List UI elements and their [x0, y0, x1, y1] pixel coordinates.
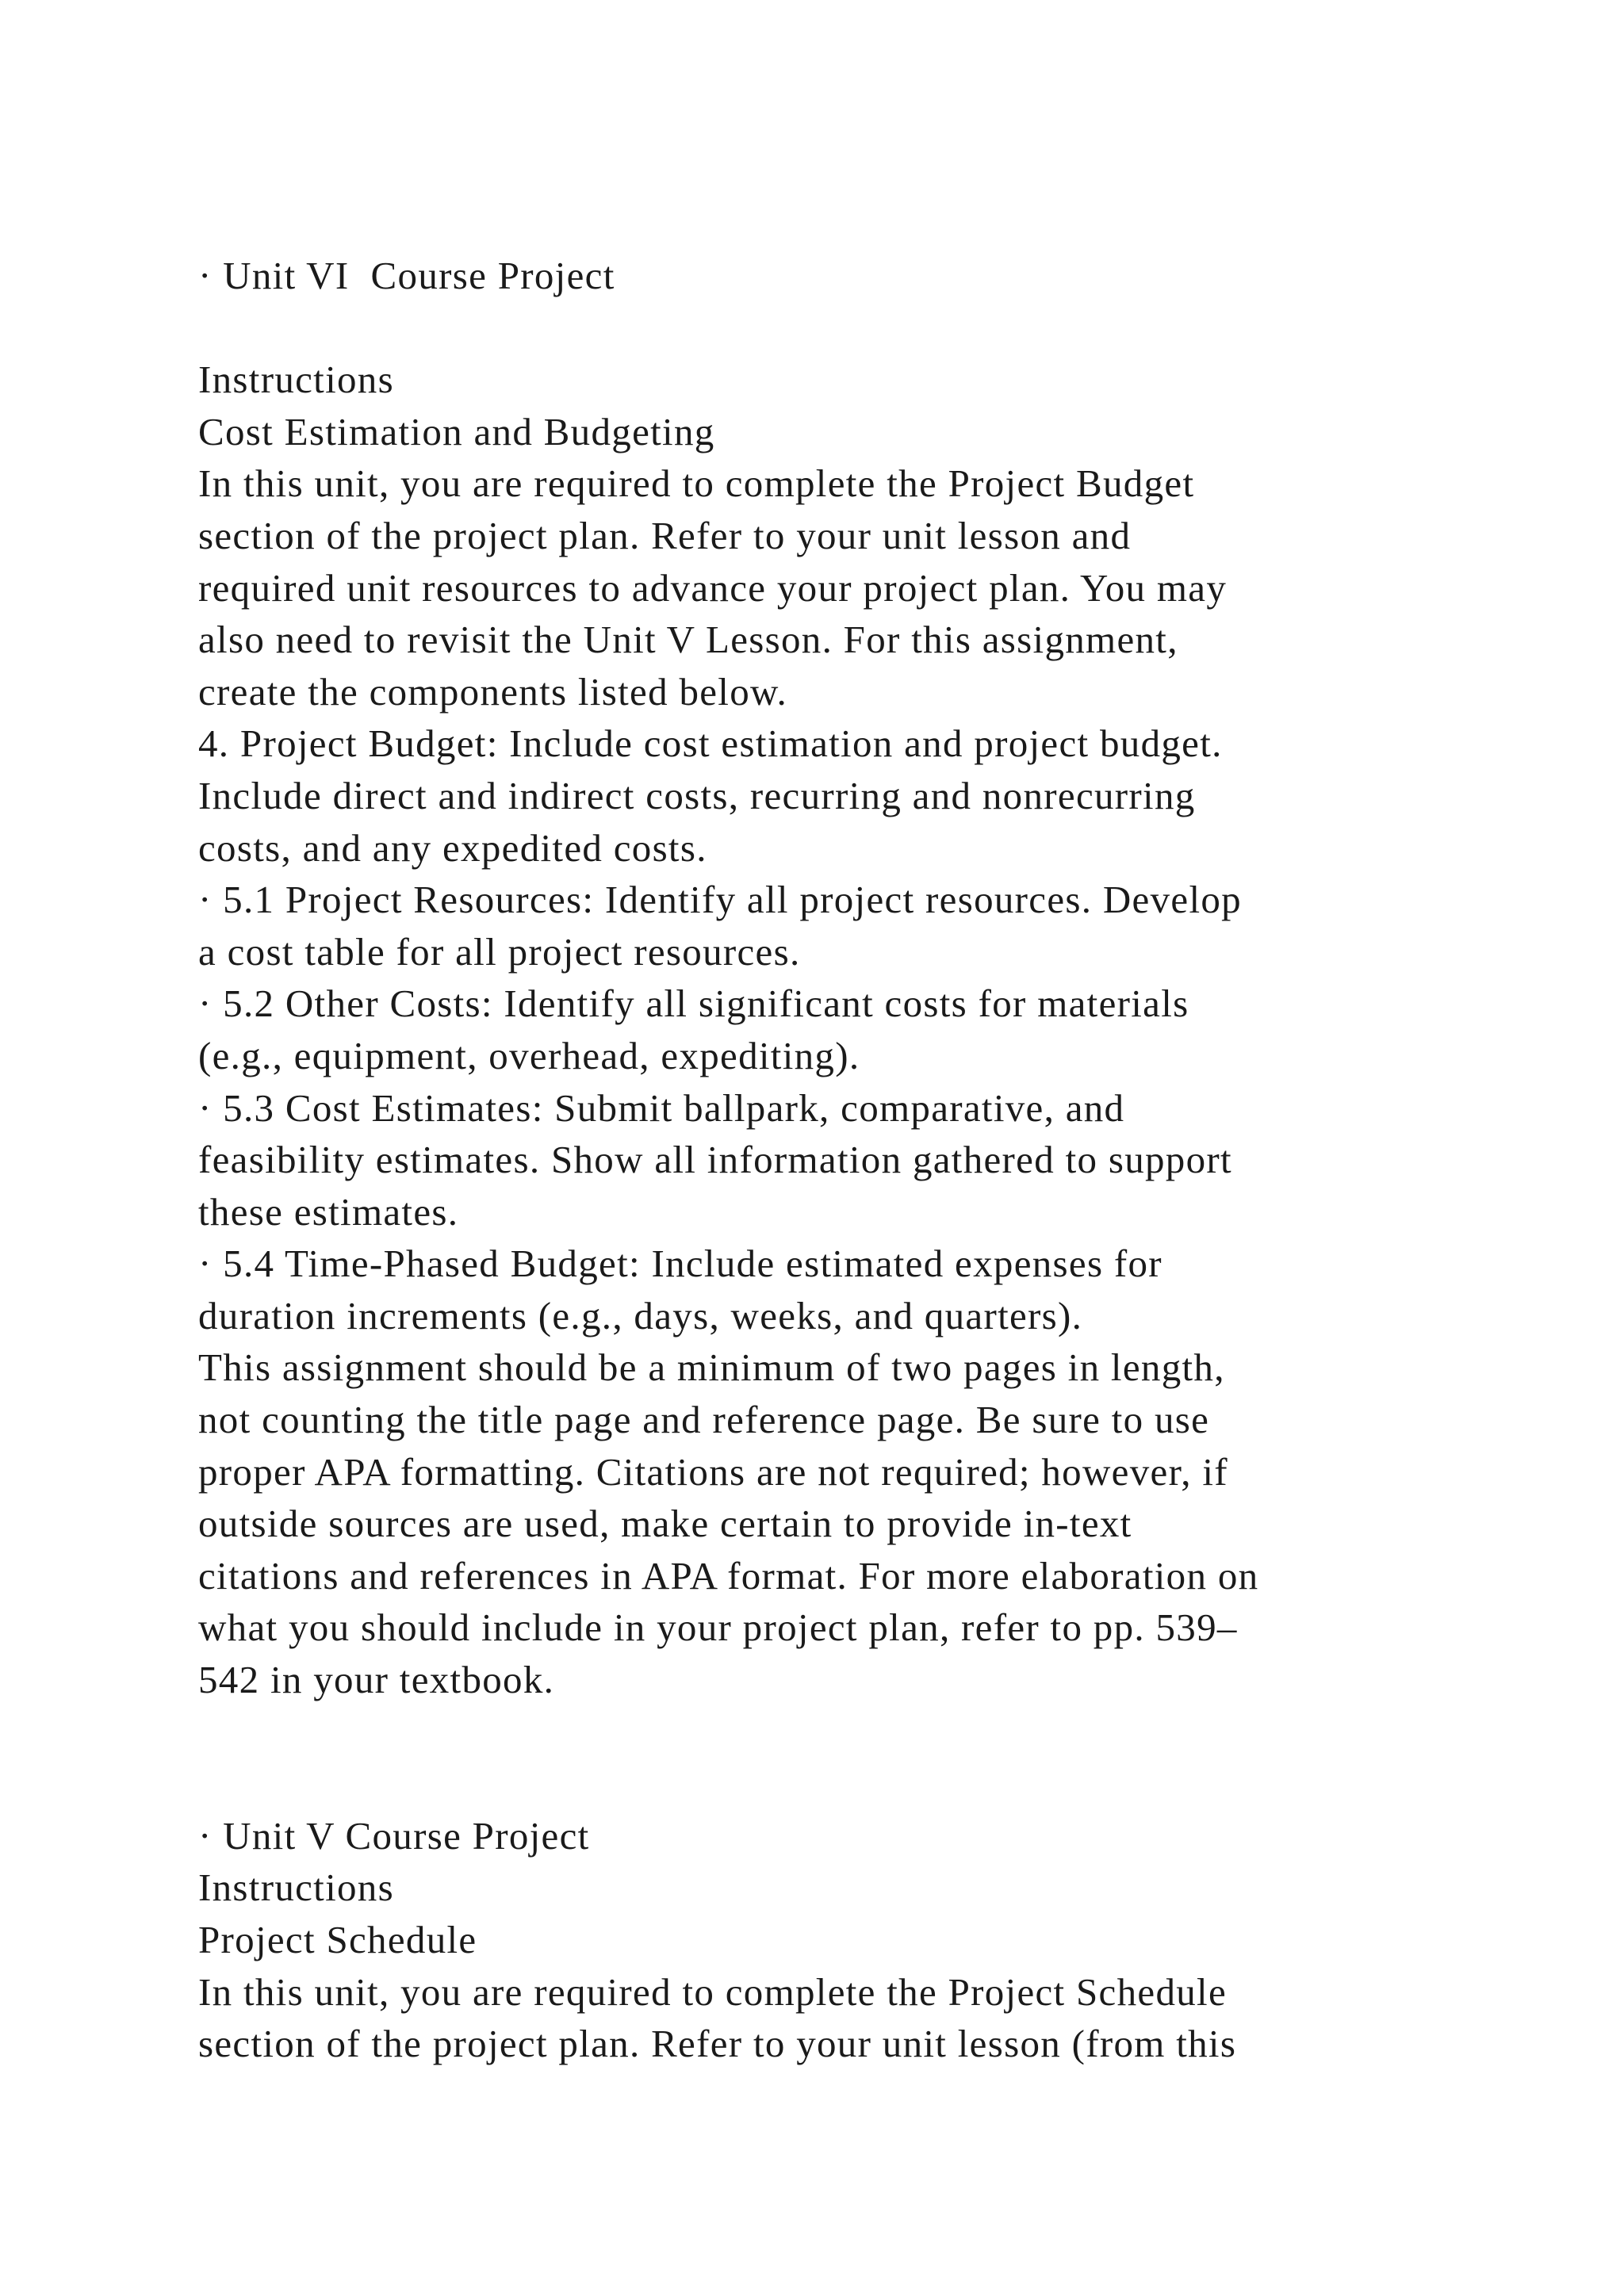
instructions-heading: Instructions [198, 1866, 394, 1910]
bullet-item-line: (e.g., equipment, overhead, expediting). [198, 1033, 860, 1077]
unit-vi-heading: · Unit VI Course Project [198, 254, 615, 297]
bullet-item-line: feasibility estimates. Show all information gathered to support [198, 1138, 1232, 1182]
blank-line [198, 302, 1546, 354]
section-title: Cost Estimation and Budgeting [198, 409, 715, 453]
list-item-line: costs, and any expedited costs. [198, 825, 707, 870]
paragraph-line: required unit resources to advance your project plan. You may [198, 565, 1228, 610]
bullet-item-line: · 5.4 Time-Phased Budget: Include estimated expenses for [198, 1242, 1162, 1286]
document-body [198, 250, 1546, 2070]
section-title: Project Schedule [198, 1918, 477, 1961]
paragraph-line: also need to revisit the Unit V Lesson. For this assignment, [198, 618, 1178, 662]
bullet-item-line: a cost table for all project resources. [198, 929, 801, 974]
bullet-item-line: · 5.1 Project Resources: Identify all project resources. Develop [198, 878, 1242, 922]
paragraph-line: citations and references in APA format. For more elaboration on [198, 1553, 1259, 1598]
paragraph-line: proper APA formatting. Citations are not required; however, if [198, 1449, 1228, 1494]
paragraph-line: section of the project plan. Refer to your unit lesson (from this [198, 2022, 1237, 2066]
paragraph-line: section of the project plan. Refer to your unit lesson and [198, 513, 1132, 557]
paragraph-line: This assignment should be a minimum of two pages in length, [198, 1345, 1225, 1390]
blank-line [198, 1758, 1546, 1810]
bullet-item-line: duration increments (e.g., days, weeks, and quarters). [198, 1293, 1083, 1337]
bullet-item-line: · 5.3 Cost Estimates: Submit ballpark, comparative, and [198, 1085, 1125, 1130]
bullet-item-line: · 5.2 Other Costs: Identify all significant costs for materials [198, 982, 1189, 1026]
paragraph-line: outside sources are used, make certain to provide in-text [198, 1502, 1132, 1546]
paragraph-line: 542 in your textbook. [198, 1658, 555, 1702]
paragraph-line: create the components listed below. [198, 669, 788, 714]
bullet-item-line: these estimates. [198, 1189, 459, 1234]
unit-v-heading: · Unit V Course Project [198, 1813, 590, 1858]
paragraph-line: not counting the title page and reference page. Be sure to use [198, 1398, 1210, 1442]
paragraph-line: In this unit, you are required to complete the Project Budget [198, 461, 1195, 506]
instructions-heading: Instructions [198, 358, 394, 402]
paragraph-line: In this unit, you are required to complete the Project Schedule [198, 1969, 1228, 2014]
list-item-line: 4. Project Budget: Include cost estimation and project budget. [198, 721, 1223, 766]
list-item-line: Include direct and indirect costs, recurring and nonrecurring [198, 773, 1196, 817]
blank-line [198, 1706, 1546, 1758]
paragraph-line: what you should include in your project plan, refer to pp. 539– [198, 1605, 1238, 1650]
